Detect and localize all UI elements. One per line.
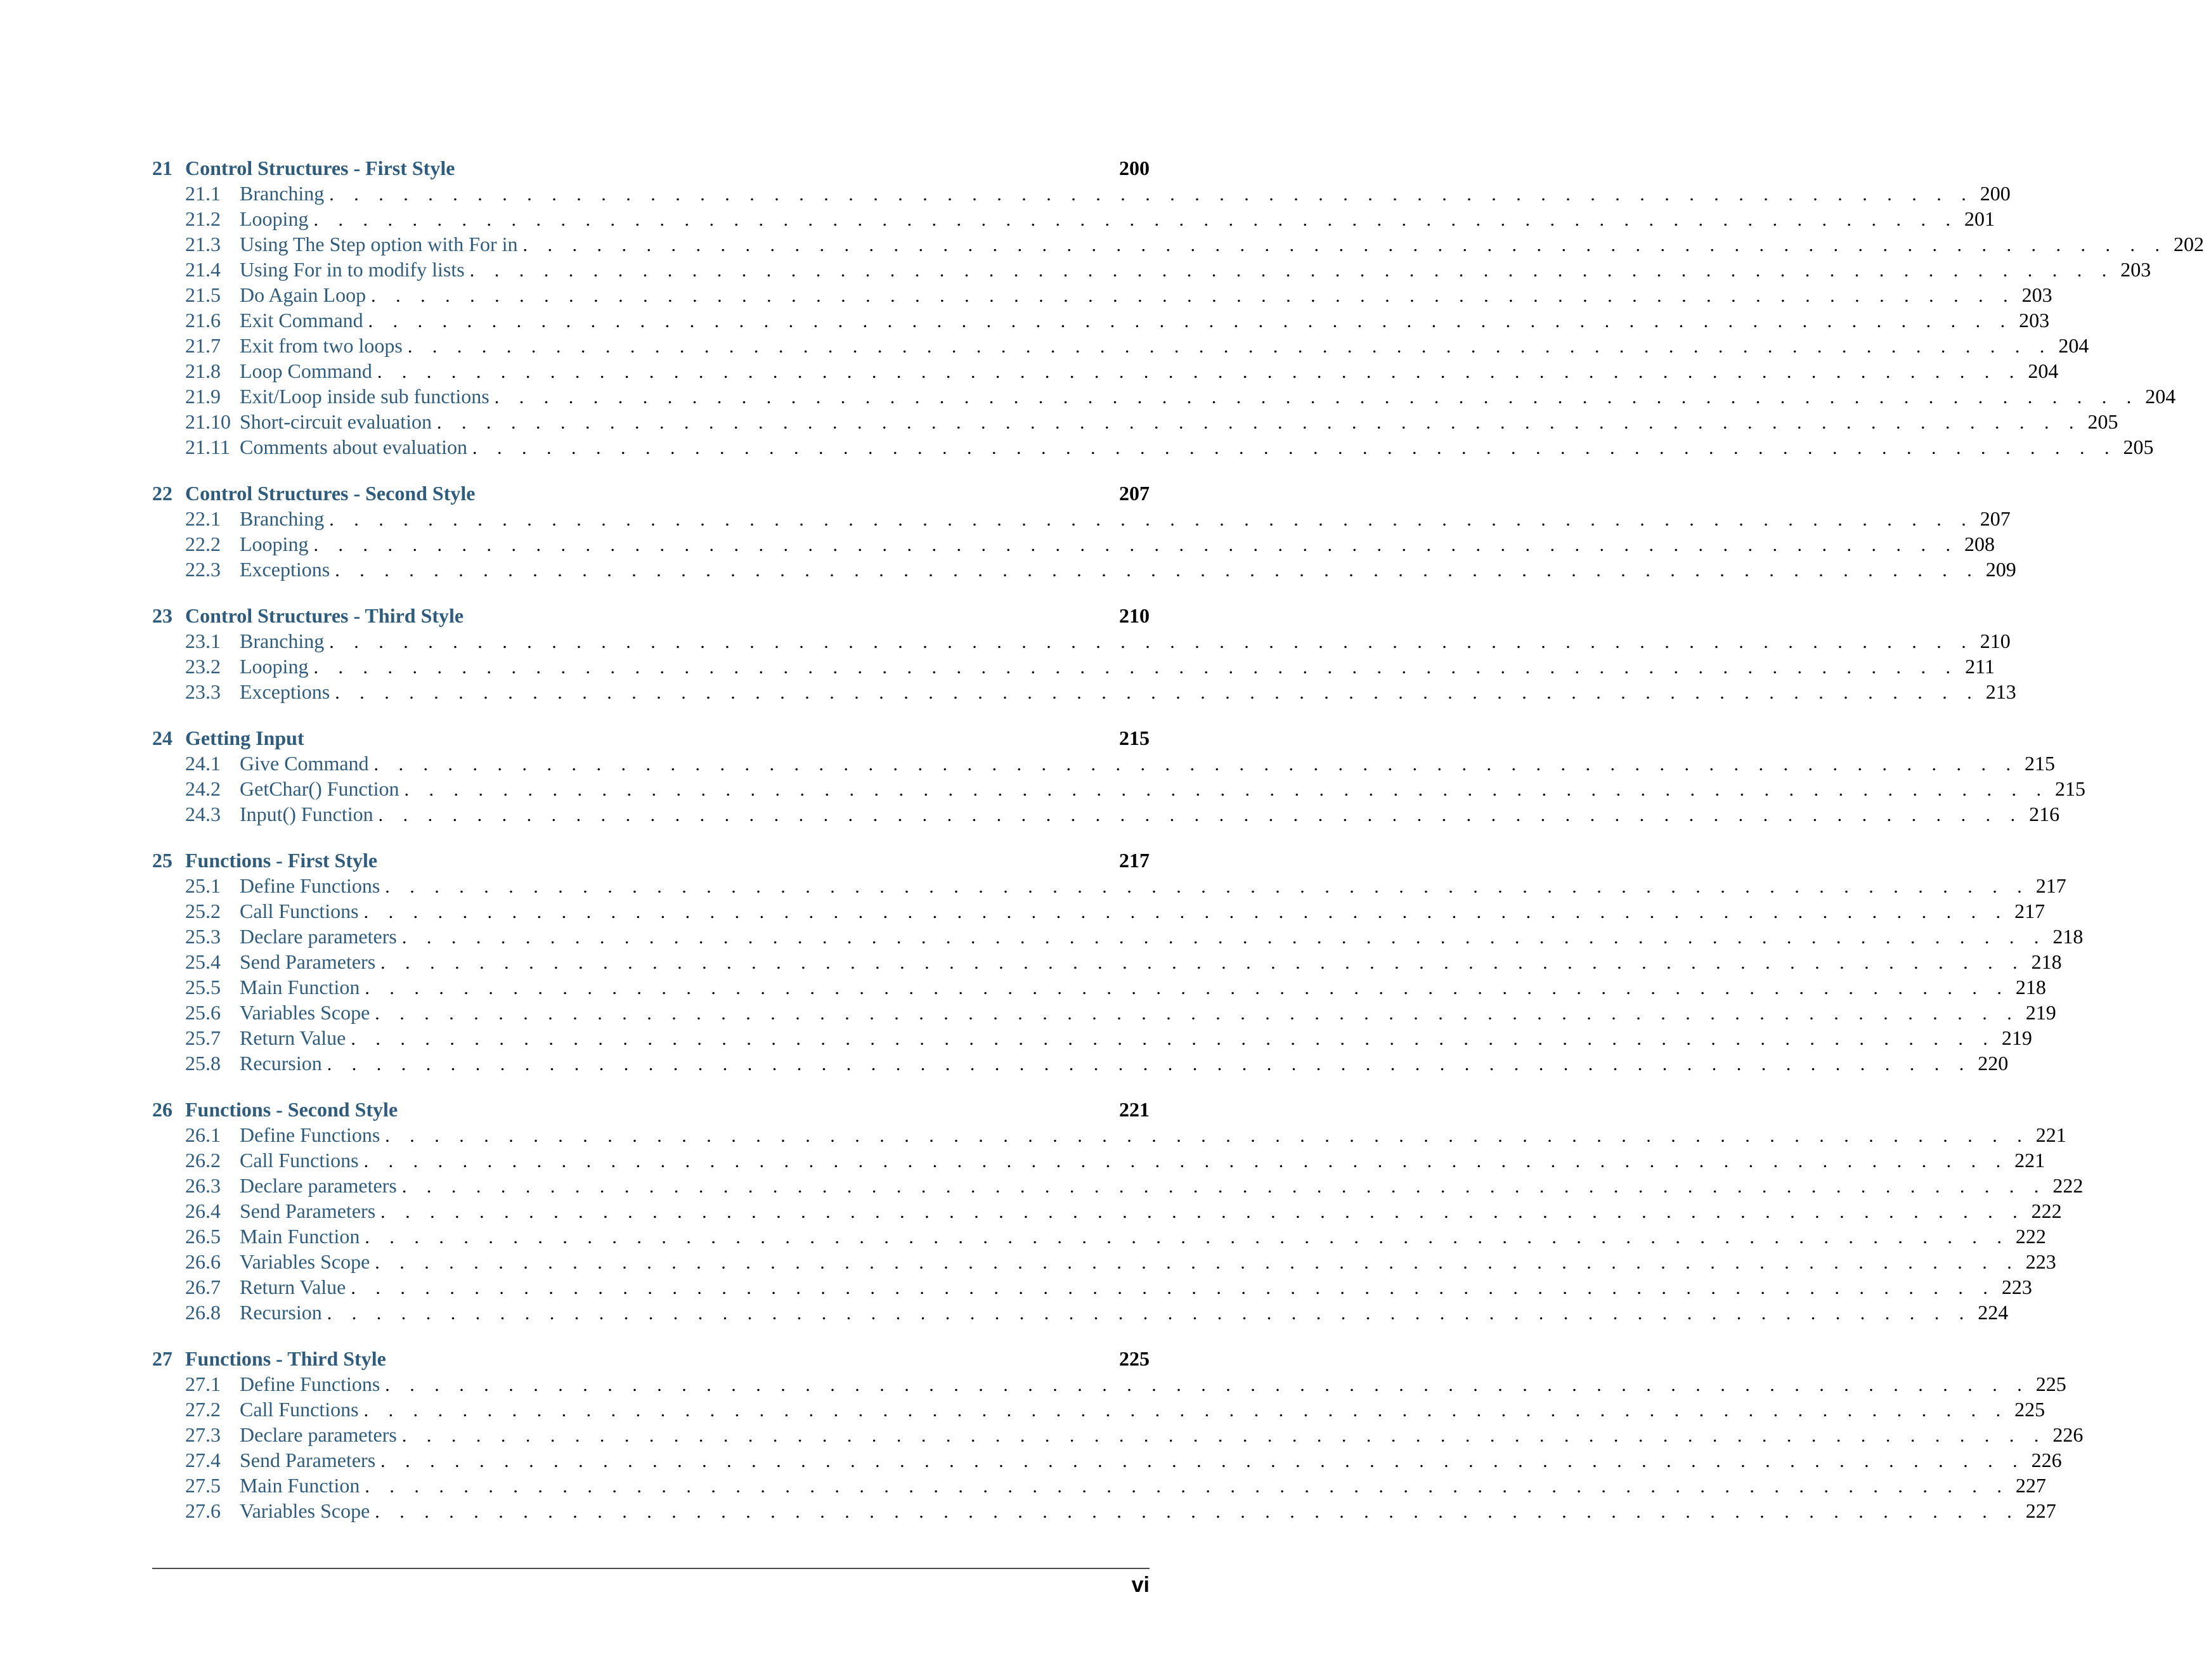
section-page-number: 215 xyxy=(2025,752,2056,775)
section-page-number: 226 xyxy=(2052,1423,2084,1446)
section-number: 26.5 xyxy=(185,1225,221,1248)
dot-leader: . . . . . . . . . . . . . . . . . . . . . . . . . . . . . . . . . . . . . . . . . . . . . . . . . . . . . . . . . . . . . . . . . . . xyxy=(329,184,1974,205)
section-entry-link[interactable] xyxy=(152,1050,2009,1076)
section-page-number: 222 xyxy=(2015,1225,2046,1248)
section-page-number: 222 xyxy=(2052,1174,2084,1197)
section-number: 26.8 xyxy=(185,1301,221,1324)
section-title: Variables Scope xyxy=(240,1250,370,1273)
section-entry-link[interactable] xyxy=(152,206,1995,231)
section-entry-link[interactable] xyxy=(152,231,2204,257)
section-number: 24.3 xyxy=(185,803,221,825)
section-entry-link[interactable] xyxy=(152,307,2050,333)
section-entry-link[interactable] xyxy=(152,1498,2056,1523)
section-number: 26.1 xyxy=(185,1123,221,1146)
dot-leader: . . . . . . . . . . . . . . . . . . . . . . . . . . . . . . . . . . . . . . . . . . . . . . . . . . . . . . . . . . . . . . . . . . . xyxy=(401,1425,2047,1446)
section-page-number: 224 xyxy=(1978,1301,2009,1324)
section-number: 21.8 xyxy=(185,359,221,382)
chapter-title: Getting Input xyxy=(185,727,304,749)
dot-leader: . . . . . . . . . . . . . . . . . . . . . . . . . . . . . . . . . . . . . . . . . . . . . . . . . . . . . . . . . . . . . . . . . . . xyxy=(380,952,2025,973)
section-entry-link[interactable] xyxy=(152,898,2045,924)
toc-chapter xyxy=(152,481,2016,582)
section-page-number: 207 xyxy=(1980,507,2011,530)
section-number: 27.6 xyxy=(185,1499,221,1522)
dot-leader: . . . . . . . . . . . . . . . . . . . . . . . . . . . . . . . . . . . . . . . . . . . . . . . . . . . . . . . . . . . . . . . . . . . xyxy=(385,876,2030,897)
section-page-number: 218 xyxy=(2031,950,2062,973)
section-page-number: 203 xyxy=(2021,283,2052,306)
section-title: Recursion xyxy=(240,1301,322,1324)
dot-leader: . . . . . . . . . . . . . . . . . . . . . . . . . . . . . . . . . . . . . . . . . . . . . . . . . . . . . . . . . . . . . . . . . . . xyxy=(378,804,2023,825)
section-title: Looping xyxy=(240,207,309,230)
dot-leader: . . . . . . . . . . . . . . . . . . . . . . . . . . . . . . . . . . . . . . . . . . . . . . . . . . . . . . . . . . . . . . . . . . . xyxy=(380,1451,2025,1471)
section-title: Return Value xyxy=(240,1276,346,1298)
section-entry-link[interactable] xyxy=(152,801,2060,827)
dot-leader: . . . . . . . . . . . . . . . . . . . . . . . . . . . . . . . . . . . . . . . . . . . . . . . . . . . . . . . . . . . . . . . . . . . xyxy=(363,1151,2009,1172)
section-number: 22.2 xyxy=(185,533,221,555)
dot-leader: . . . . . . . . . . . . . . . . . . . . . . . . . . . . . . . . . . . . . . . . . . . . . . . . . . . . . . . . . . . . . . . . . . . xyxy=(437,412,2082,433)
section-title: Call Functions xyxy=(240,1149,359,1172)
section-page-number: 223 xyxy=(2001,1276,2032,1298)
section-entry-link[interactable] xyxy=(152,1122,2066,1147)
section-page-number: 205 xyxy=(2123,436,2154,458)
chapter-entry-link[interactable] xyxy=(152,1346,1150,1371)
section-number: 27.2 xyxy=(185,1398,221,1421)
section-entry-link[interactable] xyxy=(152,1422,2084,1447)
section-entry-link[interactable] xyxy=(152,506,2011,531)
section-entry-link[interactable] xyxy=(152,1000,2056,1025)
dot-leader: . . . . . . . . . . . . . . . . . . . . . . . . . . . . . . . . . . . . . . . . . . . . . . . . . . . . . . . . . . . . . . . . . . . xyxy=(351,1277,1995,1298)
section-page-number: 219 xyxy=(2025,1001,2056,1024)
section-title: Variables Scope xyxy=(240,1001,370,1024)
chapter-number: 23 xyxy=(152,604,172,627)
section-number: 25.2 xyxy=(185,900,221,922)
chapter-number: 27 xyxy=(152,1347,172,1370)
dot-leader: . . . . . . . . . . . . . . . . . . . . . . . . . . . . . . . . . . . . . . . . . . . . . . . . . . . . . . . . . . . . . . . . . . . xyxy=(407,336,2052,357)
section-number: 21.11 xyxy=(185,436,230,458)
section-title: Send Parameters xyxy=(240,1449,376,1471)
dot-leader: . . . . . . . . . . . . . . . . . . . . . . . . . . . . . . . . . . . . . . . . . . . . . . . . . . . . . . . . . . . . . . . . . . . xyxy=(380,1201,2025,1222)
dot-leader: . . . . . . . . . . . . . . . . . . . . . . . . . . . . . . . . . . . . . . . . . . . . . . . . . . . . . . . . . . . . . . . . . . . xyxy=(371,285,2016,306)
chapter-entry-link[interactable] xyxy=(152,848,1150,873)
section-title: Short-circuit evaluation xyxy=(240,410,432,433)
toc-chapter xyxy=(152,848,2084,1076)
page-number: vi xyxy=(1131,1573,1150,1597)
section-entry-link[interactable] xyxy=(152,1173,2084,1198)
chapter-page-number: 225 xyxy=(1119,1347,1150,1370)
section-number: 21.1 xyxy=(185,182,221,205)
dot-leader: . . . . . . . . . . . . . . . . . . . . . . . . . . . . . . . . . . . . . . . . . . . . . . . . . . . . . . . . . . . . . . . . . . . xyxy=(469,260,2115,281)
section-entry-link[interactable] xyxy=(152,873,2066,898)
section-number: 27.5 xyxy=(185,1474,221,1497)
section-page-number: 218 xyxy=(2052,925,2084,948)
section-number: 27.4 xyxy=(185,1449,221,1471)
dot-leader: . . . . . . . . . . . . . . . . . . . . . . . . . . . . . . . . . . . . . . . . . . . . . . . . . . . . . . . . . . . . . . . . . . . xyxy=(313,657,1958,678)
section-number: 24.1 xyxy=(185,752,221,775)
section-entry-link[interactable] xyxy=(152,1371,2066,1397)
section-number: 21.4 xyxy=(185,258,221,281)
section-entry-link[interactable] xyxy=(152,679,2016,704)
section-title: Comments about evaluation xyxy=(240,436,468,458)
chapter-entry-link[interactable] xyxy=(152,155,1150,181)
section-entry-link[interactable] xyxy=(152,257,2151,282)
dot-leader: . . . . . . . . . . . . . . . . . . . . . . . . . . . . . . . . . . . . . . . . . . . . . . . . . . . . . . . . . . . . . . . . . . . xyxy=(329,509,1974,530)
dot-leader: . . . . . . . . . . . . . . . . . . . . . . . . . . . . . . . . . . . . . . . . . . . . . . . . . . . . . . . . . . . . . . . . . . . xyxy=(363,901,2009,922)
chapter-page-number: 217 xyxy=(1119,849,1150,872)
section-page-number: 221 xyxy=(2035,1123,2066,1146)
section-title: Main Function xyxy=(240,1474,360,1497)
dot-leader: . . . . . . . . . . . . . . . . . . . . . . . . . . . . . . . . . . . . . . . . . . . . . . . . . . . . . . . . . . . . . . . . . . . xyxy=(404,779,2049,800)
chapter-entry-link[interactable] xyxy=(152,725,1150,751)
dot-leader: . . . . . . . . . . . . . . . . . . . . . . . . . . . . . . . . . . . . . . . . . . . . . . . . . . . . . . . . . . . . . . . . . . . xyxy=(329,631,1974,652)
dot-leader: . . . . . . . . . . . . . . . . . . . . . . . . . . . . . . . . . . . . . . . . . . . . . . . . . . . . . . . . . . . . . . . . . . . xyxy=(351,1028,1995,1049)
chapter-page-number: 200 xyxy=(1119,157,1150,179)
section-entry-link[interactable] xyxy=(152,1447,2062,1473)
section-title: Loop Command xyxy=(240,359,372,382)
section-number: 24.2 xyxy=(185,777,221,800)
chapter-title: Control Structures - Second Style xyxy=(185,482,476,505)
chapter-number: 25 xyxy=(152,849,172,872)
chapter-number: 24 xyxy=(152,727,172,749)
section-entry-link[interactable] xyxy=(152,1198,2062,1224)
dot-leader: . . . . . . . . . . . . . . . . . . . . . . . . . . . . . . . . . . . . . . . . . . . . . . . . . . . . . . . . . . . . . . . . . . . xyxy=(377,361,2022,382)
section-page-number: 213 xyxy=(1985,680,2016,703)
chapter-entry-link[interactable] xyxy=(152,603,1150,628)
chapter-page-number: 215 xyxy=(1119,727,1150,749)
section-page-number: 220 xyxy=(1978,1052,2009,1075)
section-number: 25.7 xyxy=(185,1026,221,1049)
section-number: 26.6 xyxy=(185,1250,221,1273)
section-number: 25.4 xyxy=(185,950,221,973)
section-number: 25.8 xyxy=(185,1052,221,1075)
section-page-number: 222 xyxy=(2031,1199,2062,1222)
section-entry-link[interactable] xyxy=(152,751,2056,776)
section-entry-link[interactable] xyxy=(152,358,2059,384)
section-number: 25.3 xyxy=(185,925,221,948)
dot-leader: . . . . . . . . . . . . . . . . . . . . . . . . . . . . . . . . . . . . . . . . . . . . . . . . . . . . . . . . . . . . . . . . . . . xyxy=(401,927,2047,948)
dot-leader: . . . . . . . . . . . . . . . . . . . . . . . . . . . . . . . . . . . . . . . . . . . . . . . . . . . . . . . . . . . . . . . . . . . xyxy=(375,1501,2019,1522)
dot-leader: . . . . . . . . . . . . . . . . . . . . . . . . . . . . . . . . . . . . . . . . . . . . . . . . . . . . . . . . . . . . . . . . . . . xyxy=(522,235,2168,255)
section-title: Send Parameters xyxy=(240,950,376,973)
dot-leader: . . . . . . . . . . . . . . . . . . . . . . . . . . . . . . . . . . . . . . . . . . . . . . . . . . . . . . . . . . . . . . . . . . . xyxy=(373,754,2019,775)
dot-leader: . . . . . . . . . . . . . . . . . . . . . . . . . . . . . . . . . . . . . . . . . . . . . . . . . . . . . . . . . . . . . . . . . . . xyxy=(335,560,1980,581)
toc-chapter xyxy=(152,725,2085,827)
toc-chapter xyxy=(152,1097,2084,1325)
section-number: 21.3 xyxy=(185,233,221,255)
section-page-number: 223 xyxy=(2025,1250,2056,1273)
section-entry-link[interactable] xyxy=(152,628,2011,654)
section-page-number: 204 xyxy=(2145,385,2176,408)
section-entry-link[interactable] xyxy=(152,654,1995,679)
section-title: Branching xyxy=(240,507,325,530)
section-number: 26.7 xyxy=(185,1276,221,1298)
section-title: Declare parameters xyxy=(240,1174,397,1197)
section-title: Define Functions xyxy=(240,874,380,897)
dot-leader: . . . . . . . . . . . . . . . . . . . . . . . . . . . . . . . . . . . . . . . . . . . . . . . . . . . . . . . . . . . . . . . . . . . xyxy=(365,1227,2009,1248)
section-title: Using The Step option with For in xyxy=(240,233,518,255)
section-page-number: 225 xyxy=(2035,1373,2066,1395)
section-entry-link[interactable] xyxy=(152,557,2016,582)
dot-leader: . . . . . . . . . . . . . . . . . . . . . . . . . . . . . . . . . . . . . . . . . . . . . . . . . . . . . . . . . . . . . . . . . . . xyxy=(365,1476,2009,1497)
toc-chapter xyxy=(152,603,2016,704)
section-number: 21.10 xyxy=(185,410,231,433)
dot-leader: . . . . . . . . . . . . . . . . . . . . . . . . . . . . . . . . . . . . . . . . . . . . . . . . . . . . . . . . . . . . . . . . . . . xyxy=(313,534,1958,555)
toc-chapter xyxy=(152,155,2204,460)
section-title: Variables Scope xyxy=(240,1499,370,1522)
section-page-number: 217 xyxy=(2035,874,2066,897)
dot-leader: . . . . . . . . . . . . . . . . . . . . . . . . . . . . . . . . . . . . . . . . . . . . . . . . . . . . . . . . . . . . . . . . . . . xyxy=(327,1303,1972,1324)
section-number: 25.5 xyxy=(185,976,221,998)
section-page-number: 201 xyxy=(1964,207,1995,230)
chapter-title: Functions - Third Style xyxy=(185,1347,386,1370)
dot-leader: . . . . . . . . . . . . . . . . . . . . . . . . . . . . . . . . . . . . . . . . . . . . . . . . . . . . . . . . . . . . . . . . . . . xyxy=(327,1054,1972,1075)
section-title: Exceptions xyxy=(240,680,330,703)
section-page-number: 204 xyxy=(2028,359,2059,382)
footer-rule xyxy=(152,1568,1150,1569)
section-title: Define Functions xyxy=(240,1123,380,1146)
chapter-page-number: 207 xyxy=(1119,482,1150,505)
section-entry-link[interactable] xyxy=(152,776,2085,801)
section-page-number: 218 xyxy=(2015,976,2046,998)
section-title: Return Value xyxy=(240,1026,346,1049)
section-page-number: 200 xyxy=(1980,182,2011,205)
dot-leader: . . . . . . . . . . . . . . . . . . . . . . . . . . . . . . . . . . . . . . . . . . . . . . . . . . . . . . . . . . . . . . . . . . . xyxy=(401,1176,2047,1197)
section-entry-link[interactable] xyxy=(152,974,2046,1000)
section-entry-link[interactable] xyxy=(152,384,2176,409)
section-title: Using For in to modify lists xyxy=(240,258,465,281)
section-page-number: 202 xyxy=(2174,233,2204,255)
section-number: 23.2 xyxy=(185,655,221,678)
section-title: Declare parameters xyxy=(240,925,397,948)
section-title: Input() Function xyxy=(240,803,373,825)
dot-leader: . . . . . . . . . . . . . . . . . . . . . . . . . . . . . . . . . . . . . . . . . . . . . . . . . . . . . . . . . . . . . . . . . . . xyxy=(365,978,2009,998)
chapter-title: Control Structures - Third Style xyxy=(185,604,464,627)
section-entry-link[interactable] xyxy=(152,1249,2056,1274)
dot-leader: . . . . . . . . . . . . . . . . . . . . . . . . . . . . . . . . . . . . . . . . . . . . . . . . . . . . . . . . . . . . . . . . . . . xyxy=(385,1374,2030,1395)
section-page-number: 227 xyxy=(2015,1474,2046,1497)
section-page-number: 215 xyxy=(2055,777,2085,800)
chapter-page-number: 210 xyxy=(1119,604,1150,627)
section-title: Send Parameters xyxy=(240,1199,376,1222)
section-entry-link[interactable] xyxy=(152,924,2084,949)
section-number: 22.3 xyxy=(185,558,221,581)
dot-leader: . . . . . . . . . . . . . . . . . . . . . . . . . . . . . . . . . . . . . . . . . . . . . . . . . . . . . . . . . . . . . . . . . . . xyxy=(363,1400,2009,1421)
section-entry-link[interactable] xyxy=(152,282,2052,307)
section-title: Branching xyxy=(240,630,325,652)
section-entry-link[interactable] xyxy=(152,1147,2045,1173)
section-entry-link[interactable] xyxy=(152,531,1995,557)
section-number: 23.1 xyxy=(185,630,221,652)
section-entry-link[interactable] xyxy=(152,1025,2032,1050)
section-page-number: 225 xyxy=(2014,1398,2045,1421)
section-entry-link[interactable] xyxy=(152,333,2089,358)
section-title: Recursion xyxy=(240,1052,322,1075)
chapter-title: Functions - Second Style xyxy=(185,1098,398,1121)
section-page-number: 217 xyxy=(2014,900,2045,922)
section-number: 22.1 xyxy=(185,507,221,530)
section-page-number: 208 xyxy=(1964,533,1995,555)
section-title: Main Function xyxy=(240,1225,360,1248)
section-title: Call Functions xyxy=(240,1398,359,1421)
dot-leader: . . . . . . . . . . . . . . . . . . . . . . . . . . . . . . . . . . . . . . . . . . . . . . . . . . . . . . . . . . . . . . . . . . . xyxy=(375,1252,2019,1273)
table-of-contents xyxy=(152,155,2204,1544)
chapter-number: 22 xyxy=(152,482,172,505)
section-page-number: 203 xyxy=(2019,309,2050,332)
section-title: GetChar() Function xyxy=(240,777,399,800)
section-page-number: 219 xyxy=(2001,1026,2032,1049)
section-entry-link[interactable] xyxy=(152,1397,2045,1422)
section-page-number: 204 xyxy=(2058,334,2089,357)
section-entry-link[interactable] xyxy=(152,409,2118,434)
chapter-title: Functions - First Style xyxy=(185,849,378,872)
section-title: Main Function xyxy=(240,976,360,998)
section-page-number: 205 xyxy=(2087,410,2118,433)
section-page-number: 210 xyxy=(1980,630,2011,652)
section-number: 21.2 xyxy=(185,207,221,230)
dot-leader: . . . . . . . . . . . . . . . . . . . . . . . . . . . . . . . . . . . . . . . . . . . . . . . . . . . . . . . . . . . . . . . . . . . xyxy=(335,682,1980,703)
dot-leader: . . . . . . . . . . . . . . . . . . . . . . . . . . . . . . . . . . . . . . . . . . . . . . . . . . . . . . . . . . . . . . . . . . . xyxy=(472,437,2117,458)
section-page-number: 226 xyxy=(2031,1449,2062,1471)
section-entry-link[interactable] xyxy=(152,1300,2009,1325)
section-number: 26.4 xyxy=(185,1199,221,1222)
section-title: Exit Command xyxy=(240,309,363,332)
section-page-number: 221 xyxy=(2014,1149,2045,1172)
section-page-number: 211 xyxy=(1965,655,1995,678)
chapter-page-number: 221 xyxy=(1119,1098,1150,1121)
section-page-number: 216 xyxy=(2029,803,2060,825)
section-number: 26.2 xyxy=(185,1149,221,1172)
chapter-entry-link[interactable] xyxy=(152,1097,1150,1122)
section-title: Declare parameters xyxy=(240,1423,397,1446)
section-title: Give Command xyxy=(240,752,369,775)
section-entry-link[interactable] xyxy=(152,949,2062,974)
section-page-number: 209 xyxy=(1985,558,2016,581)
section-number: 25.1 xyxy=(185,874,221,897)
dot-leader: . . . . . . . . . . . . . . . . . . . . . . . . . . . . . . . . . . . . . . . . . . . . . . . . . . . . . . . . . . . . . . . . . . . xyxy=(375,1003,2019,1024)
section-number: 21.7 xyxy=(185,334,221,357)
section-title: Exit from two loops xyxy=(240,334,403,357)
chapter-number: 21 xyxy=(152,157,172,179)
dot-leader: . . . . . . . . . . . . . . . . . . . . . . . . . . . . . . . . . . . . . . . . . . . . . . . . . . . . . . . . . . . . . . . . . . . xyxy=(385,1125,2030,1146)
section-entry-link[interactable] xyxy=(152,434,2154,460)
section-entry-link[interactable] xyxy=(152,1224,2046,1249)
section-number: 27.3 xyxy=(185,1423,221,1446)
dot-leader: . . . . . . . . . . . . . . . . . . . . . . . . . . . . . . . . . . . . . . . . . . . . . . . . . . . . . . . . . . . . . . . . . . . xyxy=(494,387,2139,408)
section-title: Branching xyxy=(240,182,325,205)
section-entry-link[interactable] xyxy=(152,1473,2046,1498)
chapter-entry-link[interactable] xyxy=(152,481,1150,506)
toc-chapter xyxy=(152,1346,2084,1523)
section-title: Define Functions xyxy=(240,1373,380,1395)
dot-leader: . . . . . . . . . . . . . . . . . . . . . . . . . . . . . . . . . . . . . . . . . . . . . . . . . . . . . . . . . . . . . . . . . . . xyxy=(313,209,1958,230)
section-number: 21.5 xyxy=(185,283,221,306)
section-number: 27.1 xyxy=(185,1373,221,1395)
section-title: Looping xyxy=(240,533,309,555)
section-number: 21.9 xyxy=(185,385,221,408)
section-number: 21.6 xyxy=(185,309,221,332)
chapter-title: Control Structures - First Style xyxy=(185,157,455,179)
section-title: Exit/Loop inside sub functions xyxy=(240,385,489,408)
section-number: 23.3 xyxy=(185,680,221,703)
section-number: 26.3 xyxy=(185,1174,221,1197)
section-title: Exceptions xyxy=(240,558,330,581)
section-entry-link[interactable] xyxy=(152,1274,2032,1300)
section-page-number: 227 xyxy=(2025,1499,2056,1522)
section-title: Looping xyxy=(240,655,309,678)
section-title: Do Again Loop xyxy=(240,283,366,306)
dot-leader: . . . . . . . . . . . . . . . . . . . . . . . . . . . . . . . . . . . . . . . . . . . . . . . . . . . . . . . . . . . . . . . . . . . xyxy=(368,311,2013,332)
section-title: Call Functions xyxy=(240,900,359,922)
chapter-number: 26 xyxy=(152,1098,172,1121)
section-page-number: 203 xyxy=(2120,258,2151,281)
section-number: 25.6 xyxy=(185,1001,221,1024)
section-entry-link[interactable] xyxy=(152,181,2011,206)
